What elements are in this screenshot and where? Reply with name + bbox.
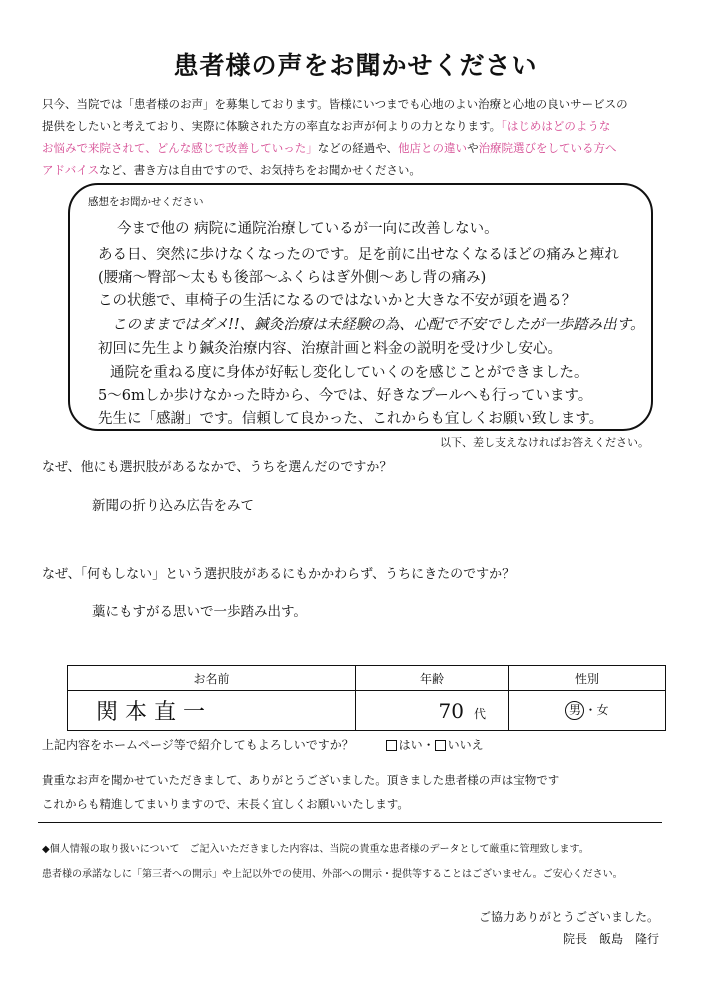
signature: 院長 飯島 隆行 <box>562 932 659 946</box>
privacy-line-1: ◆個人情報の取り扱いについて ご記入いただきました内容は、当院の貴重な患者様のデータとして厳重に管理致します。 <box>42 844 589 855</box>
divider <box>38 822 662 823</box>
gender-female: 女 <box>596 703 609 717</box>
name-field[interactable]: 関 本 直 一 <box>68 691 356 731</box>
page-title: 患者様の声をお聞かせください <box>173 51 538 80</box>
impression-line: (腰痛～臀部～太もも後部～ふくらはぎ外側～あし背の痛み) <box>98 270 487 286</box>
intro-line-2: 提供をしたいと考えており、実際に体験された方の率直なお声が何よりの力となります。「はじめはどのような <box>42 119 611 133</box>
impression-line: 5～6mしか歩けなかった時から、今では、好きなプールへも行っています。 <box>98 388 593 404</box>
no-checkbox[interactable] <box>435 740 446 751</box>
consent-separator: ・ <box>422 738 435 752</box>
impression-line: ある日、突然に歩けなくなったのです。足を前に出せなくなるほどの痛みと痺れ <box>98 247 619 263</box>
gender-male-circled: 男 <box>565 701 584 720</box>
yes-label: はい <box>398 738 423 752</box>
info-table <box>67 665 666 731</box>
thanks-line-1: 貴重なお声を聞かせていただきまして、ありがとうございました。頂きました患者様の声は宝物です <box>42 773 560 787</box>
gender-field[interactable] <box>509 691 666 731</box>
consent-options <box>386 738 484 752</box>
name-header: お名前 <box>68 666 356 691</box>
age-suffix: 代 <box>473 706 486 721</box>
age-value: 70 <box>438 698 464 723</box>
impression-line: この状態で、車椅子の生活になるのではないかと大きな不安が頭を過る？ <box>98 293 577 309</box>
question-2: なぜ、「何もしない」という選択肢があるにもかかわらず、うちにきたのですか？ <box>42 567 516 582</box>
no-label: いいえ <box>447 738 484 752</box>
answer-1: 新聞の折り込み広告をみて <box>92 498 254 514</box>
consent-question: 上記内容をホームページ等で紹介してもよろしいですか？ <box>42 738 354 752</box>
answer-2: 藁にもすがる思いで一歩踏み出す。 <box>92 604 307 620</box>
closing-thanks: ご協力ありがとうございました。 <box>478 910 659 924</box>
consent-row <box>42 736 484 753</box>
intro-line-3: お悩みで来院されて、どんな感じで改善していった」などの経過や、他店との違いや治療院選びをしている方へ <box>42 141 617 155</box>
yes-checkbox[interactable] <box>386 740 397 751</box>
gender-separator: ・ <box>584 703 597 717</box>
impression-line: このままではダメ!!、鍼灸治療は未経験の為、心配で不安でしたが一歩踏み出す。 <box>112 317 645 333</box>
age-header: 年齢 <box>356 666 509 691</box>
impression-line: 先生に「感謝」です。信頼して良かった、これからも宜しくお願い致します。 <box>98 411 604 427</box>
intro-text <box>42 93 682 181</box>
impression-label: 感想をお聞かせください <box>88 196 204 208</box>
impression-line: 通院を重ねる度に身体が好転し変化していくのを感じことができました。 <box>110 365 589 381</box>
age-field[interactable] <box>356 691 509 731</box>
intro-line-1: 只今、当院では「患者様のお声」を募集しております。皆様にいつまでも心地のよい治療と心地の良いサービスの <box>42 97 628 111</box>
impression-line: 今まで他の 病院に通院治療しているが一向に改善しない。 <box>117 221 499 237</box>
impression-line: 初回に先生より鍼灸治療内容、治療計画と料金の説明を受け少し安心。 <box>98 341 562 357</box>
note-after: 以下、差し支えなければお答えください。 <box>440 436 649 449</box>
gender-header: 性別 <box>509 666 666 691</box>
question-1: なぜ、他にも選択肢があるなかで、うちを選んだのですか？ <box>42 460 393 475</box>
privacy-line-2: 患者様の承諾なしに「第三者への開示」や上記以外での使用、外部への開示・提供等することはございません。ご安心ください。 <box>42 869 623 880</box>
intro-line-4: アドバイスなど、書き方は自由ですので、お気持ちをお聞かせください。 <box>42 163 421 177</box>
thanks-line-2: これからも精進してまいりますので、末長く宜しくお願いいたします。 <box>42 797 409 811</box>
